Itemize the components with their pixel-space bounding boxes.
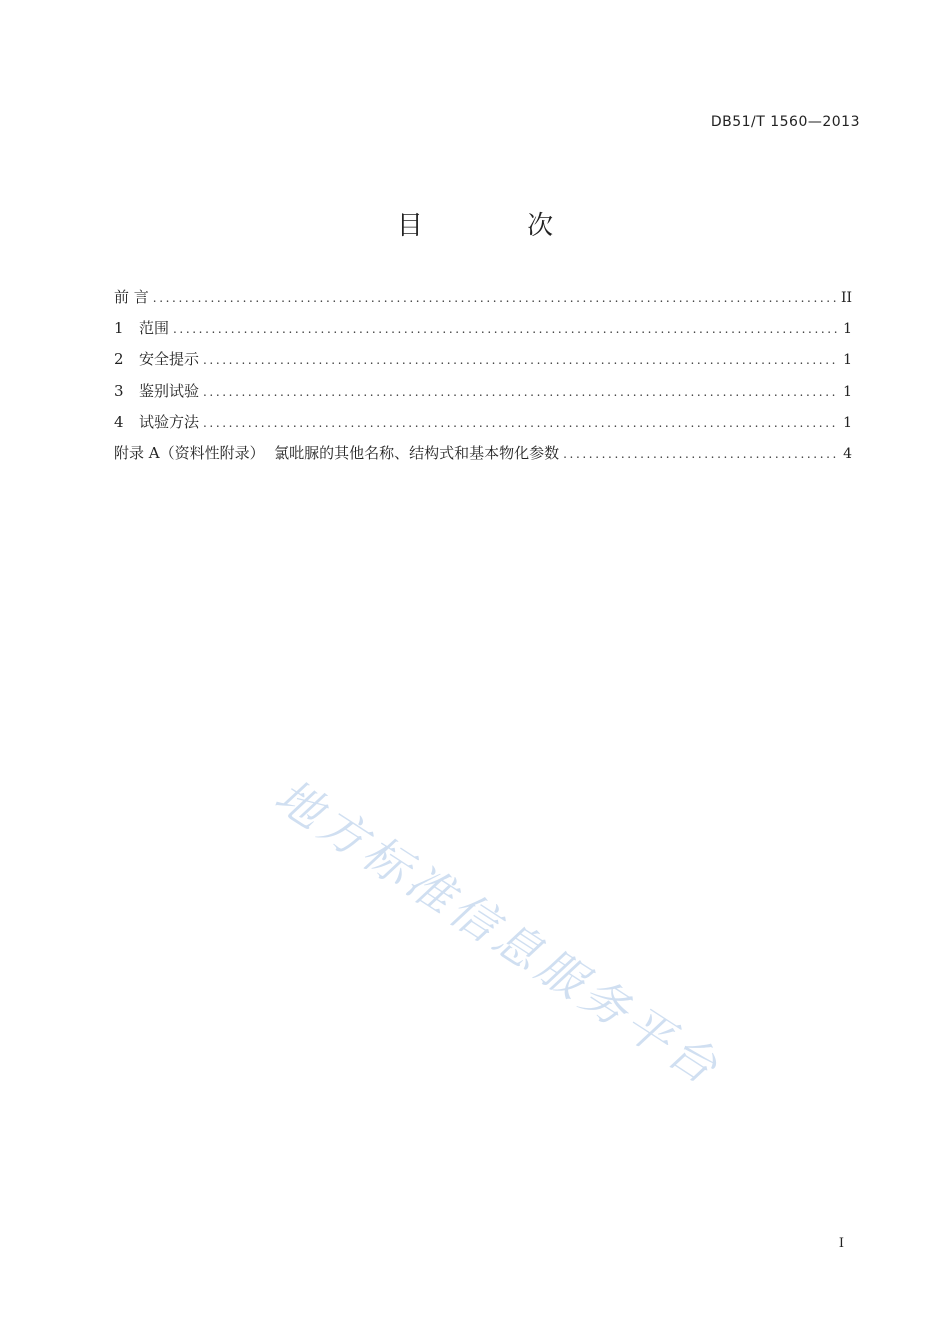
toc-entry-number: 2 (114, 350, 124, 369)
toc-leader-dots (153, 288, 837, 308)
toc-entry-page: 1 (843, 383, 852, 400)
toc-entry-page: 4 (843, 445, 852, 462)
toc-entry-identification[interactable] (114, 381, 852, 412)
toc-entry-methods[interactable] (114, 412, 852, 443)
toc-leader-dots (563, 444, 838, 464)
toc-entry-page: 1 (843, 352, 852, 369)
page-title: 目 次 (396, 211, 602, 241)
table-of-contents (114, 287, 852, 474)
watermark-text: 地方标准信息服务平台 (265, 768, 732, 1097)
toc-entry-foreword[interactable] (114, 287, 852, 318)
toc-leader-dots (203, 382, 838, 402)
toc-leader-dots (173, 319, 838, 339)
toc-entry-number: 4 (114, 412, 124, 431)
standard-code: DB51/T 1560—2013 (710, 114, 860, 130)
toc-entry-safety[interactable] (114, 349, 852, 380)
toc-entry-page: 1 (843, 321, 852, 338)
toc-entry-page: II (840, 290, 852, 306)
toc-leader-dots (203, 413, 838, 433)
page-number: I (838, 1236, 844, 1251)
toc-entry-label: 附录 A（资料性附录） 氯吡脲的其他名称、结构式和基本物化参数 (114, 443, 560, 462)
toc-entry-label: 试验方法 (139, 412, 200, 431)
toc-entry-label: 范围 (139, 319, 170, 338)
toc-entry-appendix-a[interactable] (114, 443, 852, 474)
toc-entry-label: 前 言 (114, 288, 149, 306)
toc-entry-page: 1 (843, 414, 852, 431)
toc-entry-label: 鉴别试验 (139, 381, 200, 400)
toc-entry-scope[interactable] (114, 318, 852, 349)
toc-entry-number: 1 (114, 319, 124, 338)
toc-entry-label: 安全提示 (139, 350, 200, 369)
toc-leader-dots (203, 350, 838, 370)
toc-entry-number: 3 (114, 381, 124, 400)
